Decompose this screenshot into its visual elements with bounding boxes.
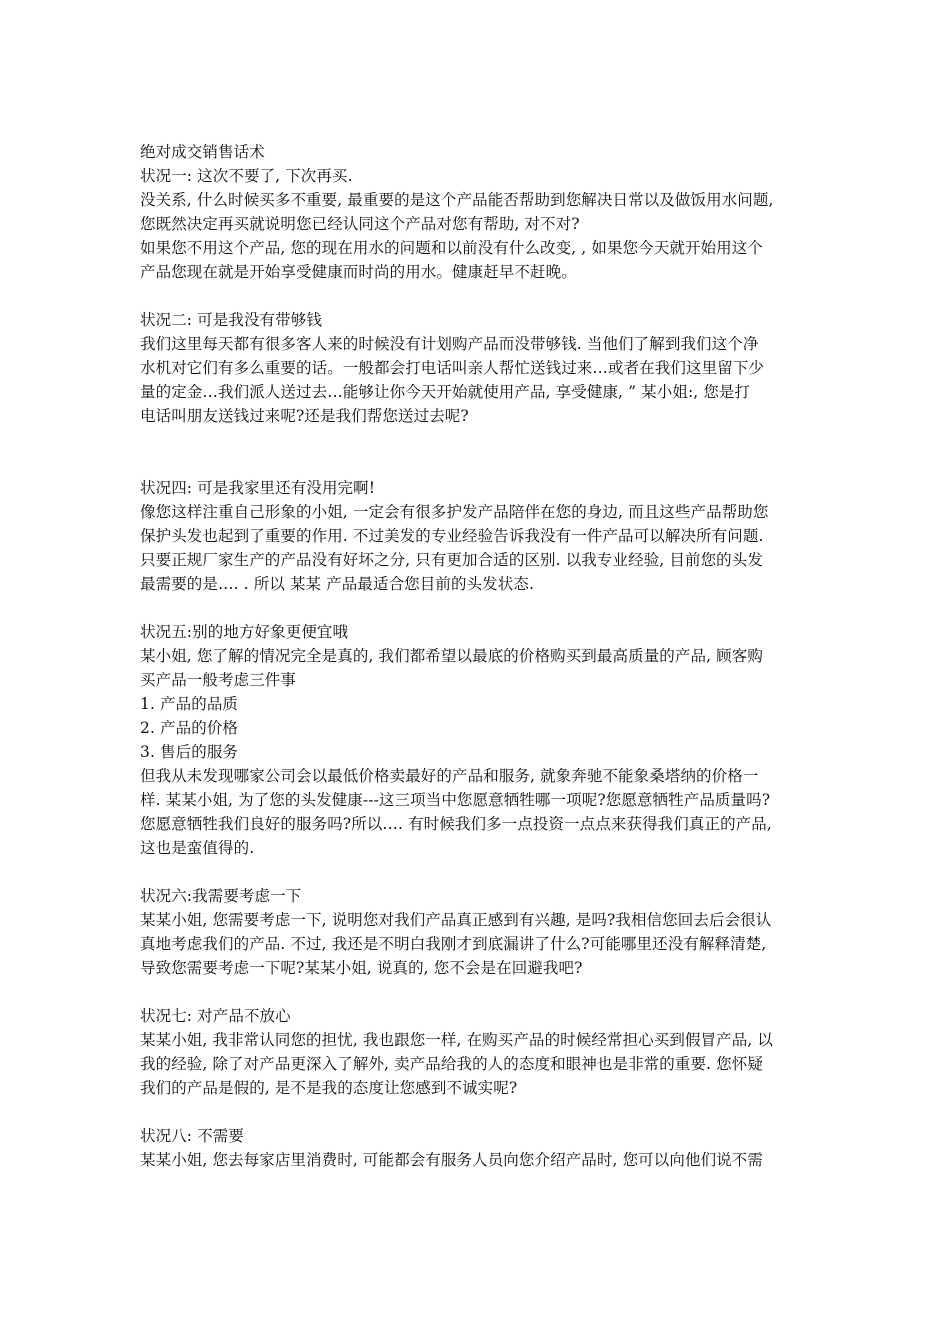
paragraph-line: 像您这样注重自己形象的小姐, 一定会有很多护发产品陪伴在您的身边, 而且这些产品帮助您 <box>140 503 769 521</box>
section-heading: 状况二: 可是我没有带够钱 <box>140 311 322 329</box>
paragraph-line: 保护头发也起到了重要的作用. 不过美发的专业经验告诉我没有一件产品可以解决所有问题. <box>140 527 764 545</box>
document-title: 绝对成交销售话术 <box>140 143 265 161</box>
paragraph-line: 我们的产品是假的, 是不是我的态度让您感到不诚实呢? <box>140 1079 518 1097</box>
section-situation-7 <box>140 1004 822 1100</box>
spacer <box>140 428 822 476</box>
paragraph-line: 某某小姐, 您需要考虑一下, 说明您对我们产品真正感到有兴趣, 是吗?我相信您回去后会很认 <box>140 911 772 929</box>
spacer <box>140 860 822 884</box>
section-situation-6 <box>140 884 822 980</box>
list-item: 3. 售后的服务 <box>140 743 239 761</box>
paragraph-line: 如果您不用这个产品, 您的现在用水的问题和以前没有什么改变, , 如果您今天就开始用这个 <box>140 239 763 257</box>
paragraph-line: 我们这里每天都有很多客人来的时候没有计划购产品而没带够钱. 当他们了解到我们这个净 <box>140 335 759 353</box>
section-heading: 状况七: 对产品不放心 <box>140 1007 291 1025</box>
paragraph-line: 量的定金…我们派人送过去…能够让你今天开始就使用产品, 享受健康, ” 某小姐:, 您是打 <box>140 383 751 401</box>
paragraph-line: 某小姐, 您了解的情况完全是真的, 我们都希望以最底的价格购买到最高质量的产品, 顾客购 <box>140 647 763 665</box>
paragraph-line: 水机对它们有多么重要的话。一般都会打电话叫亲人帮忙送钱过来…或者在我们这里留下少 <box>140 359 765 377</box>
section-situation-1 <box>140 164 822 284</box>
document-body <box>140 140 822 1172</box>
section-heading: 状况八: 不需要 <box>140 1127 244 1145</box>
paragraph-line: 电话叫朋友送钱过来呢?还是我们帮您送过去呢? <box>140 407 469 425</box>
paragraph-line: 产品您现在就是开始享受健康而时尚的用水。健康赶早不赶晚。 <box>140 263 577 281</box>
paragraph-line: 您愿意牺牲我们良好的服务吗?所以…. 有时候我们多一点投资一点点来获得我们真正的产品, <box>140 815 772 833</box>
section-situation-2 <box>140 308 822 428</box>
paragraph-line: 您既然决定再买就说明您已经认同这个产品对您有帮助, 对不对? <box>140 215 580 233</box>
paragraph-line: 某某小姐, 我非常认同您的担忧, 我也跟您一样, 在购买产品的时候经常担心买到假冒产品, 以 <box>140 1031 774 1049</box>
paragraph-line: 导致您需要考虑一下呢?某某小姐, 说真的, 您不会是在回避我吧? <box>140 959 583 977</box>
section-heading: 状况四: 可是我家里还有没用完啊! <box>140 479 376 497</box>
section-heading: 状况六:我需要考虑一下 <box>140 887 302 905</box>
spacer <box>140 1100 822 1124</box>
section-situation-5 <box>140 620 822 860</box>
paragraph-line: 这也是蛮值得的. <box>140 839 255 857</box>
section-situation-8 <box>140 1124 822 1172</box>
paragraph-line: 没关系, 什么时候买多不重要, 最重要的是这个产品能否帮助到您解决日常以及做饭用水问题, <box>140 191 774 209</box>
paragraph-line: 买产品一般考虑三件事 <box>140 671 297 689</box>
spacer <box>140 980 822 1004</box>
paragraph-line: 但我从未发现哪家公司会以最低价格卖最好的产品和服务, 就象奔驰不能象桑塔纳的价格一 <box>140 767 759 785</box>
spacer <box>140 596 822 620</box>
section-heading: 状况五:别的地方好象更便宜哦 <box>140 623 349 641</box>
paragraph-line: 某某小姐, 您去每家店里消费时, 可能都会有服务人员向您介绍产品时, 您可以向他们说不需 <box>140 1151 763 1169</box>
section-heading: 状况一: 这次不要了, 下次再买. <box>140 167 353 185</box>
spacer <box>140 284 822 308</box>
paragraph-line: 样. 某某小姐, 为了您的头发健康---这三项当中您愿意牺牲哪一项呢?您愿意牺牲产品质量吗? <box>140 791 771 809</box>
paragraph-line: 我的经验, 除了对产品更深入了解外, 卖产品给我的人的态度和眼神也是非常的重要. 您怀疑 <box>140 1055 763 1073</box>
paragraph-line: 真地考虑我们的产品. 不过, 我还是不明白我刚才到底漏讲了什么?可能哪里还没有解释清楚, <box>140 935 767 953</box>
list-item: 2. 产品的价格 <box>140 719 239 737</box>
paragraph-line: 最需要的是…. . 所以 某某 产品最适合您目前的头发状态. <box>140 575 534 593</box>
list-item: 1. 产品的品质 <box>140 695 239 713</box>
paragraph-line: 只要正规厂家生产的产品没有好坏之分, 只有更加合适的区别. 以我专业经验, 目前您的头发 <box>140 551 763 569</box>
section-situation-4 <box>140 476 822 596</box>
